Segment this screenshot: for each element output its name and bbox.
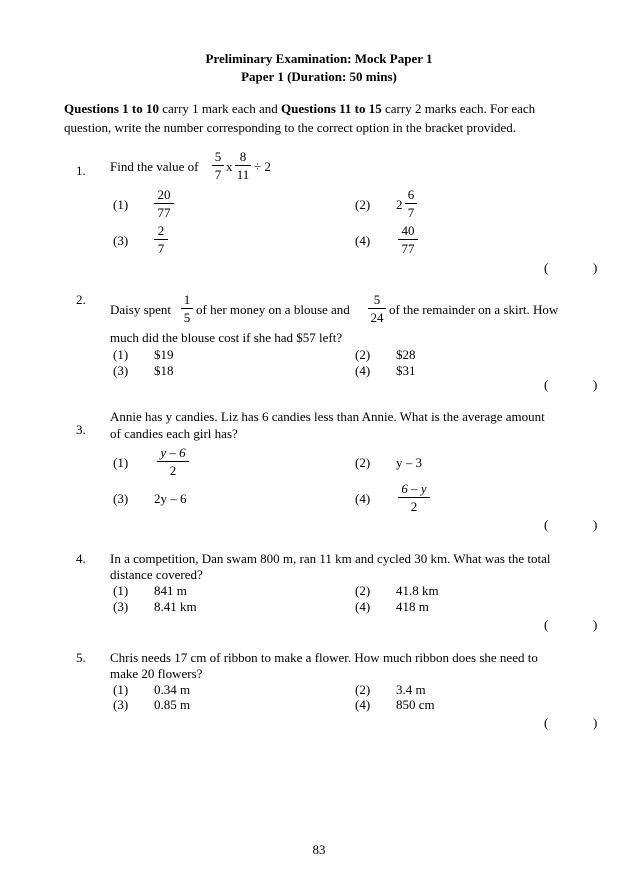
q4-option-2-value: 41.8 km <box>396 583 439 598</box>
q1-option-1-fraction: 20 77 <box>154 188 174 219</box>
q2-answer-bracket-open[interactable]: ( <box>544 377 549 392</box>
page-number: 83 <box>312 842 326 857</box>
question-number-2: 2. <box>76 292 86 307</box>
q2-option-4-value: $31 <box>396 363 416 378</box>
q4-option-3-label: (3) <box>113 599 129 614</box>
q3-text-line-1: Annie has y candies. Liz has 6 candies less than Annie. What is the average amount <box>110 409 545 424</box>
q3-option-3-label: (3) <box>113 491 129 506</box>
q2-text-line-2: much did the blouse cost if she had $57 left? <box>110 330 343 345</box>
q2-text-part-2: of her money on a blouse and <box>196 302 350 317</box>
instructions-q1-10: Questions 1 to 10 <box>64 101 159 116</box>
q5-option-3-label: (3) <box>113 697 129 712</box>
q1-fraction-2: 8 11 <box>236 149 250 182</box>
q3-option-2-label: (2) <box>355 455 371 470</box>
q3-option-2-value: y – 3 <box>396 455 422 470</box>
q5-option-2-value: 3.4 m <box>396 682 426 697</box>
q2-option-1-label: (1) <box>113 347 129 362</box>
q5-option-4-value: 850 cm <box>396 697 435 712</box>
q5-option-2-label: (2) <box>355 682 371 697</box>
q4-text-line-2: distance covered? <box>110 567 203 582</box>
q2-fraction-2: 5 24 <box>368 293 386 324</box>
q1-text: Find the value of <box>110 159 199 174</box>
q3-option-1-label: (1) <box>113 455 129 470</box>
q1-multiply-sign: x <box>226 159 233 174</box>
instructions-line-2: question, write the number corresponding to the correct option in the bracket provided. <box>64 120 516 135</box>
q2-answer-bracket-close: ) <box>593 377 598 392</box>
q3-option-4-fraction: 6 – y 2 <box>398 482 430 513</box>
q3-option-3-value: 2y – 6 <box>154 491 187 506</box>
q2-option-2-value: $28 <box>396 347 416 362</box>
q5-option-1-label: (1) <box>113 682 129 697</box>
q2-fraction-1: 1 5 <box>181 293 193 324</box>
q2-text-part-1: Daisy spent <box>110 302 172 317</box>
q4-option-2-label: (2) <box>355 583 371 598</box>
q5-text-line-2: make 20 flowers? <box>110 666 203 681</box>
q1-option-3-fraction: 2 7 <box>154 224 168 255</box>
q3-option-4-label: (4) <box>355 491 371 506</box>
q4-option-4-label: (4) <box>355 599 371 614</box>
q2-option-3-value: $18 <box>154 363 174 378</box>
q2-text-part-3: of the remainder on a skirt. How <box>389 302 559 317</box>
q2-option-2-label: (2) <box>355 347 371 362</box>
q1-option-1-label: (1) <box>113 197 129 212</box>
q5-answer-bracket-open[interactable]: ( <box>544 715 549 730</box>
q1-answer-bracket-close: ) <box>593 260 598 275</box>
page-title: Preliminary Examination: Mock Paper 1 <box>205 51 433 66</box>
q2-option-3-label: (3) <box>113 363 129 378</box>
question-number-5: 5. <box>76 650 86 665</box>
q5-answer-bracket-close: ) <box>593 715 598 730</box>
q1-option-2-fraction: 6 7 <box>405 188 417 219</box>
q4-option-3-value: 8.41 km <box>154 599 197 614</box>
question-number-3: 3. <box>76 422 86 437</box>
page-subtitle: Paper 1 (Duration: 50 mins) <box>241 69 397 84</box>
q5-text-line-1: Chris needs 17 cm of ribbon to make a flower. How much ribbon does she need to <box>110 650 538 665</box>
q3-answer-bracket-open[interactable]: ( <box>544 517 549 532</box>
q1-fraction-1: 5 7 <box>212 150 224 181</box>
q1-option-4-label: (4) <box>355 233 371 248</box>
q3-text-line-2: of candies each girl has? <box>110 426 238 441</box>
q3-option-1-fraction: y – 6 2 <box>157 446 189 477</box>
q1-divide-by-2: ÷ 2 <box>254 159 271 174</box>
q4-option-4-value: 418 m <box>396 599 429 614</box>
q5-option-1-value: 0.34 m <box>154 682 191 697</box>
q5-option-4-label: (4) <box>355 697 371 712</box>
q1-option-3-label: (3) <box>113 233 129 248</box>
question-number-1: 1. <box>76 163 86 178</box>
q4-option-1-value: 841 m <box>154 583 187 598</box>
question-number-4: 4. <box>76 551 86 566</box>
q3-answer-bracket-close: ) <box>593 517 598 532</box>
q1-option-2-whole: 2 <box>396 197 403 212</box>
q2-option-1-value: $19 <box>154 347 174 362</box>
q2-option-4-label: (4) <box>355 363 371 378</box>
q4-answer-bracket-close: ) <box>593 617 598 632</box>
q4-option-1-label: (1) <box>113 583 129 598</box>
q1-option-4-fraction: 40 77 <box>398 224 418 255</box>
q1-answer-bracket-open[interactable]: ( <box>544 260 549 275</box>
q5-option-3-value: 0.85 m <box>154 697 191 712</box>
q4-text-line-1: In a competition, Dan swam 800 m, ran 11 km and cycled 30 km. What was the total <box>110 551 551 566</box>
instructions-line-1: Questions 1 to 10 carry 1 mark each and Questions 11 to 15 carry 2 marks each. For each <box>64 101 536 116</box>
instructions-q11-15: Questions 11 to 15 <box>280 101 382 116</box>
q4-answer-bracket-open[interactable]: ( <box>544 617 549 632</box>
q1-option-2-label: (2) <box>355 197 371 212</box>
